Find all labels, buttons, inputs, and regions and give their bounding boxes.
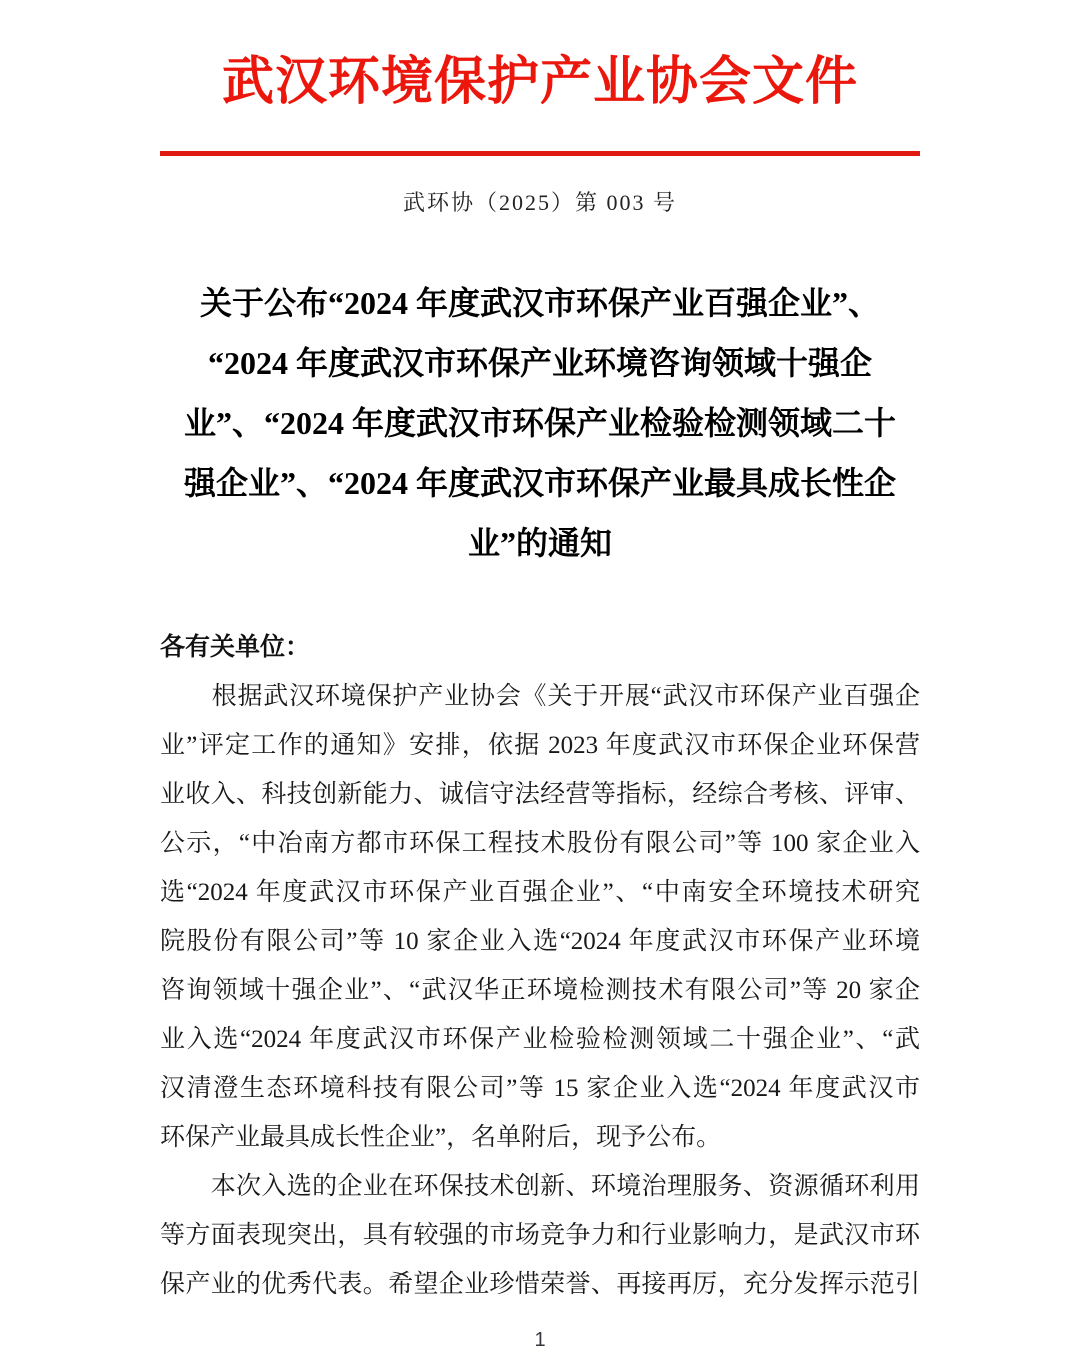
body-line: 公示，“中冶南方都市环保工程技术股份有限公司”等 100 家企业入	[160, 830, 920, 857]
salutation: 各有关单位：	[160, 633, 311, 661]
body-line: 业”评定工作的通知》安排，依据 2023 年度武汉市环保企业环保营	[160, 732, 920, 759]
body-line: 本次入选的企业在环保技术创新、环境治理服务、资源循环利用	[160, 1173, 920, 1200]
org-header-title: 武汉环境保护产业协会文件	[221, 54, 858, 111]
doc-number: 武环协（2025）第 003 号	[402, 190, 677, 215]
body-line: 汉清澄生态环境科技有限公司”等 15 家企业入选“2024 年度武汉市	[160, 1075, 920, 1102]
red-divider-rule	[160, 151, 920, 156]
body-line: 等方面表现突出，具有较强的市场竞争力和行业影响力，是武汉市环	[160, 1222, 920, 1249]
body-line: 根据武汉环境保护产业协会《关于开展“武汉市环保产业百强企	[160, 683, 920, 710]
page-number: 1	[534, 1329, 546, 1351]
body-line: 业收入、科技创新能力、诚信守法经营等指标，经综合考核、评审、	[160, 781, 920, 808]
body-line: 业入选“2024 年度武汉市环保产业检验检测领域二十强企业”、“武	[160, 1026, 920, 1053]
body-line: 院股份有限公司”等 10 家企业入选“2024 年度武汉市环保产业环境	[160, 928, 920, 955]
body-line: 保产业的优秀代表。希望企业珍惜荣誉、再接再厉，充分发挥示范引	[160, 1271, 920, 1298]
notice-title: 关于公布“2024 年度武汉市环保产业百强企业”、 “2024 年度武汉市环保产业环境咨询领域十强企 业”、“2024 年度武汉市环保产业检验检测领域二十 强企业”、“2024 年度武汉市环保产业最具成长性企 业”的通知	[183, 285, 896, 561]
body-line: 选“2024 年度武汉市环保产业百强企业”、“中南安全环境技术研究	[160, 879, 920, 906]
body-paragraphs	[160, 623, 920, 1309]
body-line: 环保产业最具成长性企业”，名单附后，现予公布。	[160, 1124, 722, 1151]
body-line: 咨询领域十强企业”、“武汉华正环境检测技术有限公司”等 20 家企	[160, 977, 920, 1004]
